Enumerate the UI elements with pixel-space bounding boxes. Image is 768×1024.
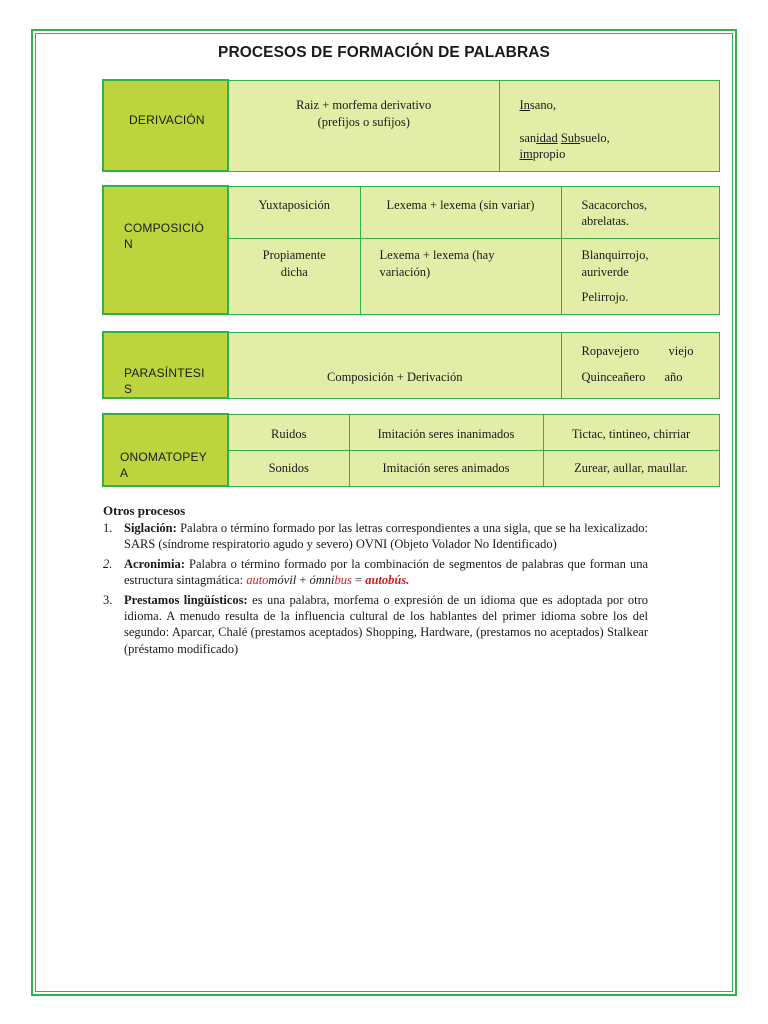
label-derivacion: DERIVACIÓN <box>103 80 228 171</box>
page-title: PROCESOS DE FORMACIÓN DE PALABRAS <box>218 44 550 61</box>
type-ruidos: Ruidos <box>228 414 349 450</box>
section-title-otros-procesos: Otros procesos <box>103 503 186 518</box>
examples-yuxtaposicion: Sacacorchos, abrelatas. <box>561 186 719 238</box>
example-quinceanero: Quinceañero <box>581 369 646 384</box>
rule-parasintesis: Composición + Derivación <box>228 332 561 398</box>
label-parasintesis: PARASÍNTESI S <box>103 332 228 398</box>
type-yuxtaposicion: Yuxtaposición <box>228 186 360 238</box>
list-item-prestamos: 3. Prestamos lingüísticos: es una palabra, morfema o expresión de un idioma que es adoptada por otro idioma. A menudo resulta de la influencia cultural de los hablantes del primer idioma sobre los del segundo: Aparcar, Chalé (prestamos aceptados) Shopping, Hardware, (prestamos no aceptados) Stalkear (préstamo modificado) <box>103 592 648 656</box>
rule-sonidos: Imitación seres animados <box>349 450 543 486</box>
example-viejo: viejo <box>668 343 694 358</box>
example-ano: año <box>664 369 683 384</box>
examples-sonidos: Zurear, aullar, maullar. <box>543 450 719 486</box>
label-composicion: COMPOSICIÓ N <box>103 186 228 314</box>
type-sonidos: Sonidos <box>228 450 349 486</box>
table-composicion <box>102 185 720 315</box>
rule-yuxtaposicion: Lexema + lexema (sin variar) <box>360 186 561 238</box>
example-ropavejero: Ropavejero <box>581 343 640 358</box>
type-propiamente-dicha: Propiamente dicha <box>228 238 360 314</box>
example-sanidad-subsuelo: sanidad Subsuelo, <box>519 130 610 145</box>
rule-derivacion: Raiz + morfema derivativo (prefijos o sufijos) <box>228 80 499 171</box>
examples-ruidos: Tictac, tintineo, chirriar <box>543 414 719 450</box>
rule-ruidos: Imitación seres inanimados <box>349 414 543 450</box>
list-item-siglacion: 1. Siglación: Palabra o término formado por las letras correspondientes a una sigla, que se ha lexicalizado: SARS (síndrome respiratorio agudo y severo) OVNI (Objeto Volador No Identificado) <box>103 521 648 552</box>
list-otros-procesos <box>103 520 648 660</box>
example-impropio: impropio <box>519 146 566 161</box>
examples-derivacion <box>499 80 719 171</box>
label-onomatopeya: ONOMATOPEY A <box>103 414 228 486</box>
table-parasintesis <box>102 331 720 399</box>
example-insano: Insano, <box>519 97 556 112</box>
rule-propiamente-dicha: Lexema + lexema (hay variación) <box>360 238 561 314</box>
table-onomatopeya <box>102 413 720 487</box>
examples-parasintesis <box>561 332 719 398</box>
table-derivacion <box>102 79 720 172</box>
list-item-acronimia: 2. Acronimia: Palabra o término formado por la combinación de segmentos de palabras que forman una estructura sintagmática: automóvil + ómnibus = autobús. <box>103 556 648 588</box>
examples-propiamente-dicha: Blanquirrojo, auriverde Pelirrojo. <box>561 238 719 314</box>
